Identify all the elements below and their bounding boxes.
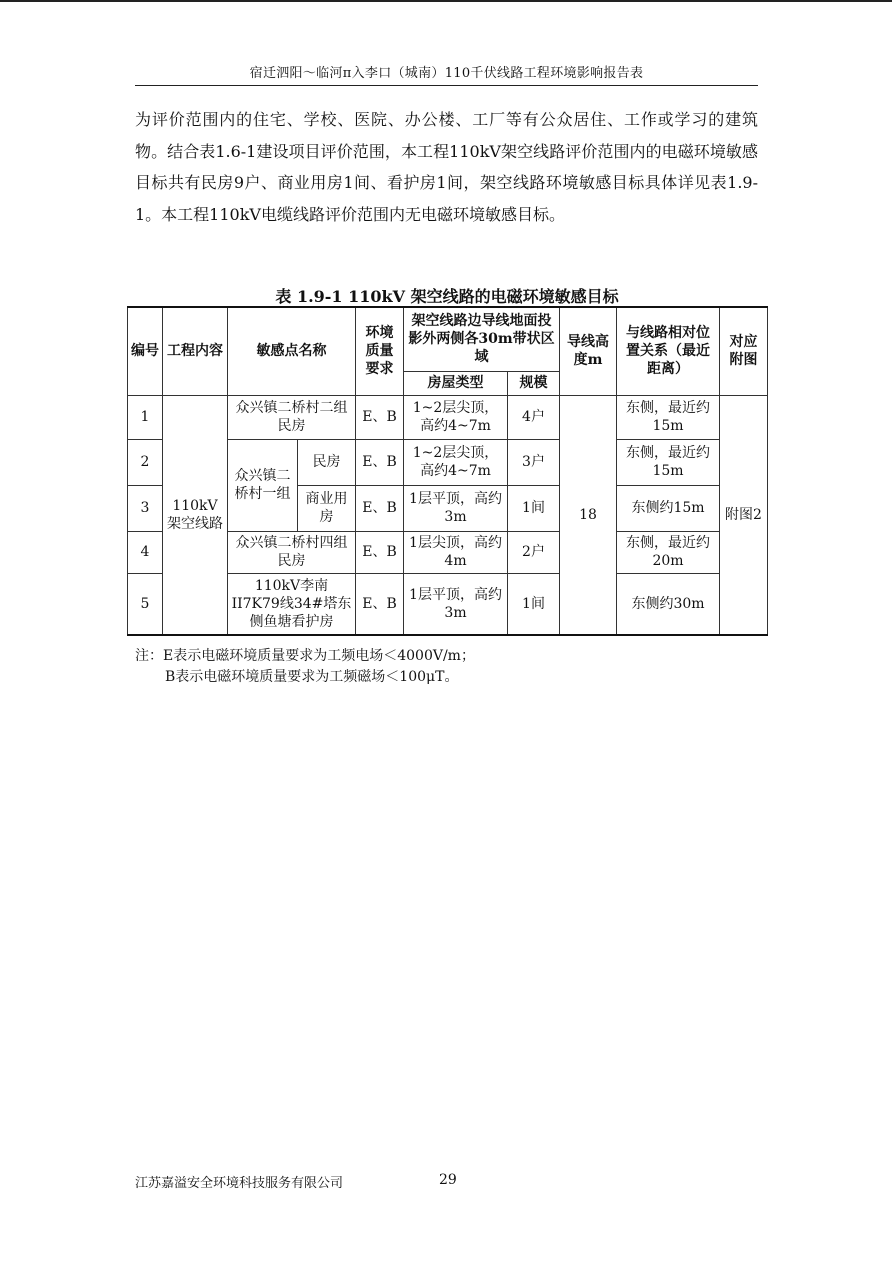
- row-number: 1: [128, 395, 163, 439]
- house-type-cell: 1~2层尖顶，高约4~7m: [404, 439, 508, 485]
- note-line-b: B表示电磁环境质量要求为工频磁场＜100μT。: [165, 669, 459, 685]
- relative-position-cell: 东侧约30m: [617, 573, 720, 635]
- merged-village-cell: 众兴镇二桥村一组: [228, 439, 298, 531]
- scale-cell: 3户: [508, 439, 560, 485]
- relative-position-cell: 东侧约15m: [617, 485, 720, 531]
- appendix-cell: 附图2: [720, 395, 768, 635]
- env-quality-requirement: E、B: [356, 485, 404, 531]
- row-number: 2: [128, 439, 163, 485]
- header-env-quality: 环境质量要求: [356, 307, 404, 395]
- scale-cell: 4户: [508, 395, 560, 439]
- sensitive-point-name: 民房: [298, 439, 356, 485]
- top-border-line: [0, 0, 892, 2]
- env-quality-requirement: E、B: [356, 439, 404, 485]
- header-band-zone: 架空线路边导线地面投影外两侧各30m带状区域: [404, 307, 560, 371]
- scale-cell: 1间: [508, 485, 560, 531]
- house-type-cell: 1层平顶，高约3m: [404, 485, 508, 531]
- sensitive-point-name: 众兴镇二桥村四组民房: [228, 531, 356, 573]
- table-header-row: [128, 307, 768, 371]
- row-number: 5: [128, 573, 163, 635]
- relative-position-cell: 东侧，最近约20m: [617, 531, 720, 573]
- scale-cell: 2户: [508, 531, 560, 573]
- table-row: [128, 395, 768, 439]
- header-project: 工程内容: [163, 307, 228, 395]
- body-paragraph: 为评价范围内的住宅、学校、医院、办公楼、工厂等有公众居住、工作或学习的建筑物。结合表1.6-1建设项目评价范围，本工程110kV架空线路评价范围内的电磁环境敏感目标共有民房9户、商业用房1间、看护房1间，架空线路环境敏感目标具体详见表1.9-1。本工程110kV电缆线路评价范围内无电磁环境敏感目标。: [135, 110, 758, 224]
- sensitive-targets-table: [127, 306, 768, 636]
- page-number: 29: [439, 1172, 457, 1188]
- house-type-cell: 1层尖顶，高约4m: [404, 531, 508, 573]
- sensitive-point-name: 众兴镇二桥村二组民房: [228, 395, 356, 439]
- header-appendix: 对应附图: [720, 307, 768, 395]
- header-house-type: 房屋类型: [404, 371, 508, 395]
- house-type-cell: 1~2层尖顶，高约4~7m: [404, 395, 508, 439]
- env-quality-requirement: E、B: [356, 395, 404, 439]
- line-height-cell: 18: [560, 395, 617, 635]
- header-sensitive-point: 敏感点名称: [228, 307, 356, 395]
- header-line-height: 导线高度m: [560, 307, 617, 395]
- sensitive-point-name: 商业用房: [298, 485, 356, 531]
- footer-company: 江苏嘉溢安全环境科技服务有限公司: [135, 1176, 344, 1191]
- row-number: 3: [128, 485, 163, 531]
- header-number: 编号: [128, 307, 163, 395]
- scale-cell: 1间: [508, 573, 560, 635]
- note-line-e: 注：E表示电磁环境质量要求为工频电场＜4000V/m；: [135, 648, 475, 664]
- table-title: 表 1.9-1 110kV 架空线路的电磁环境敏感目标: [275, 287, 619, 306]
- env-quality-requirement: E、B: [356, 531, 404, 573]
- project-name-cell: 110kV架空线路: [163, 395, 228, 635]
- row-number: 4: [128, 531, 163, 573]
- table-notes: [135, 646, 775, 688]
- header-scale: 规模: [508, 371, 560, 395]
- sensitive-point-name: 110kV李南II7K79线34#塔东侧鱼塘看护房: [228, 573, 356, 635]
- relative-position-cell: 东侧，最近约15m: [617, 395, 720, 439]
- house-type-cell: 1层平顶，高约3m: [404, 573, 508, 635]
- header-relative-position: 与线路相对位置关系（最近距离）: [617, 307, 720, 395]
- env-quality-requirement: E、B: [356, 573, 404, 635]
- relative-position-cell: 东侧，最近约15m: [617, 439, 720, 485]
- page-header: 宿迁泗阳～临河π入李口（城南）110千伏线路工程环境影响报告表: [135, 62, 758, 86]
